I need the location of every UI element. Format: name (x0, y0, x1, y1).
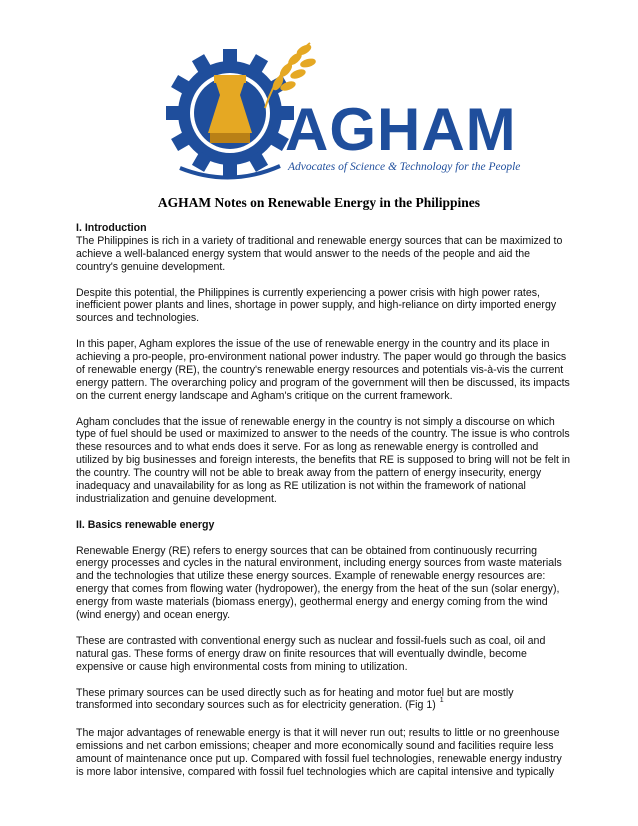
paragraph: These are contrasted with conventional energy such as nuclear and fossil-fuels such as coal, oil and natural gas. These forms of energy draw on finite resources that will eventually dwindle, become expensive or cause high environmental costs from mining to utilization. (76, 634, 546, 673)
agham-logo (160, 38, 521, 188)
paragraph: Renewable Energy (RE) refers to energy sources that can be obtained from continuously recurring energy processes and cycles in the natural environment, including energy sources from waste materials and the technologies that utilize these energy sources. Example of renewable energy resources are: energy that comes from flowing water (hydropower), the energy from the heat of the sun (solar energy), energy from waste materials (biomass energy), geothermal energy and energy coming from the wind (wind energy) and ocean energy. (76, 544, 562, 622)
paragraph: Agham concludes that the issue of renewable energy in the country is not simply a discourse on which type of fuel should be used or maximized to answer to the needs of the country. The issue is who controls these resources and to what ends does it serve. For as long as renewable energy is controlled and utilized by big businesses and foreign interests, the benefits that RE is supposed to bring will not be felt in the country. The country will not be able to break away from the pattern of energy insecurity, energy inadequacy and unavailability for as long as RE utilization is not within the framework of national industrialization and genuine development. (76, 415, 571, 505)
section-heading: I. Introduction (76, 222, 147, 234)
paragraph: In this paper, Agham explores the issue of the use of renewable energy in the country and its place in achieving a pro-people, pro-environment national power industry. The paper would go through the basics of renewable energy (RE), the country's renewable energy resources and potentials vis-à-vis the current energy pattern. The overarching policy and program of the government will then be discussed, its impacts on the current energy landscape and Agham's critique on the current framework. (76, 338, 570, 402)
logo-tagline: Advocates of Science & Technology for the People (288, 161, 521, 173)
document-title: AGHAM Notes on Renewable Energy in the Philippines (157, 195, 481, 210)
footnote-mark[interactable]: 1 (439, 697, 444, 705)
paragraph: The Philippines is rich in a variety of traditional and renewable energy sources that can be maximized to achieve a well-balanced energy system that would answer to the needs of the people and aid the country's genuine development. (76, 234, 563, 273)
paragraph: Despite this potential, the Philippines is currently experiencing a power crisis with high power rates, inefficient power plants and lines, shortage in power supply, and high-reliance on dirty imported energy sources and technologies. (76, 286, 557, 325)
paragraph: The major advantages of renewable energy is that it will never run out; results to little or no greenhouse emissions and net carbon emissions; cheaper and more economically sound and facilities require less amount of maintenance once put up. Compared with fossil fuel technologies, renewable energy industry is more labor intensive, compared with fossil fuel technologies which are capital intensive and typically (76, 727, 562, 778)
logo-wordmark: AGHAM (285, 96, 517, 163)
document-body (76, 222, 572, 779)
paragraph-text: These primary sources can be used directly such as for heating and motor fuel but are mostly transformed into secondary sources such as for electricity generation. (Fig 1) (76, 686, 514, 712)
section-heading: II. Basics renewable energy (76, 518, 215, 531)
paragraph-with-footnote (76, 687, 572, 715)
